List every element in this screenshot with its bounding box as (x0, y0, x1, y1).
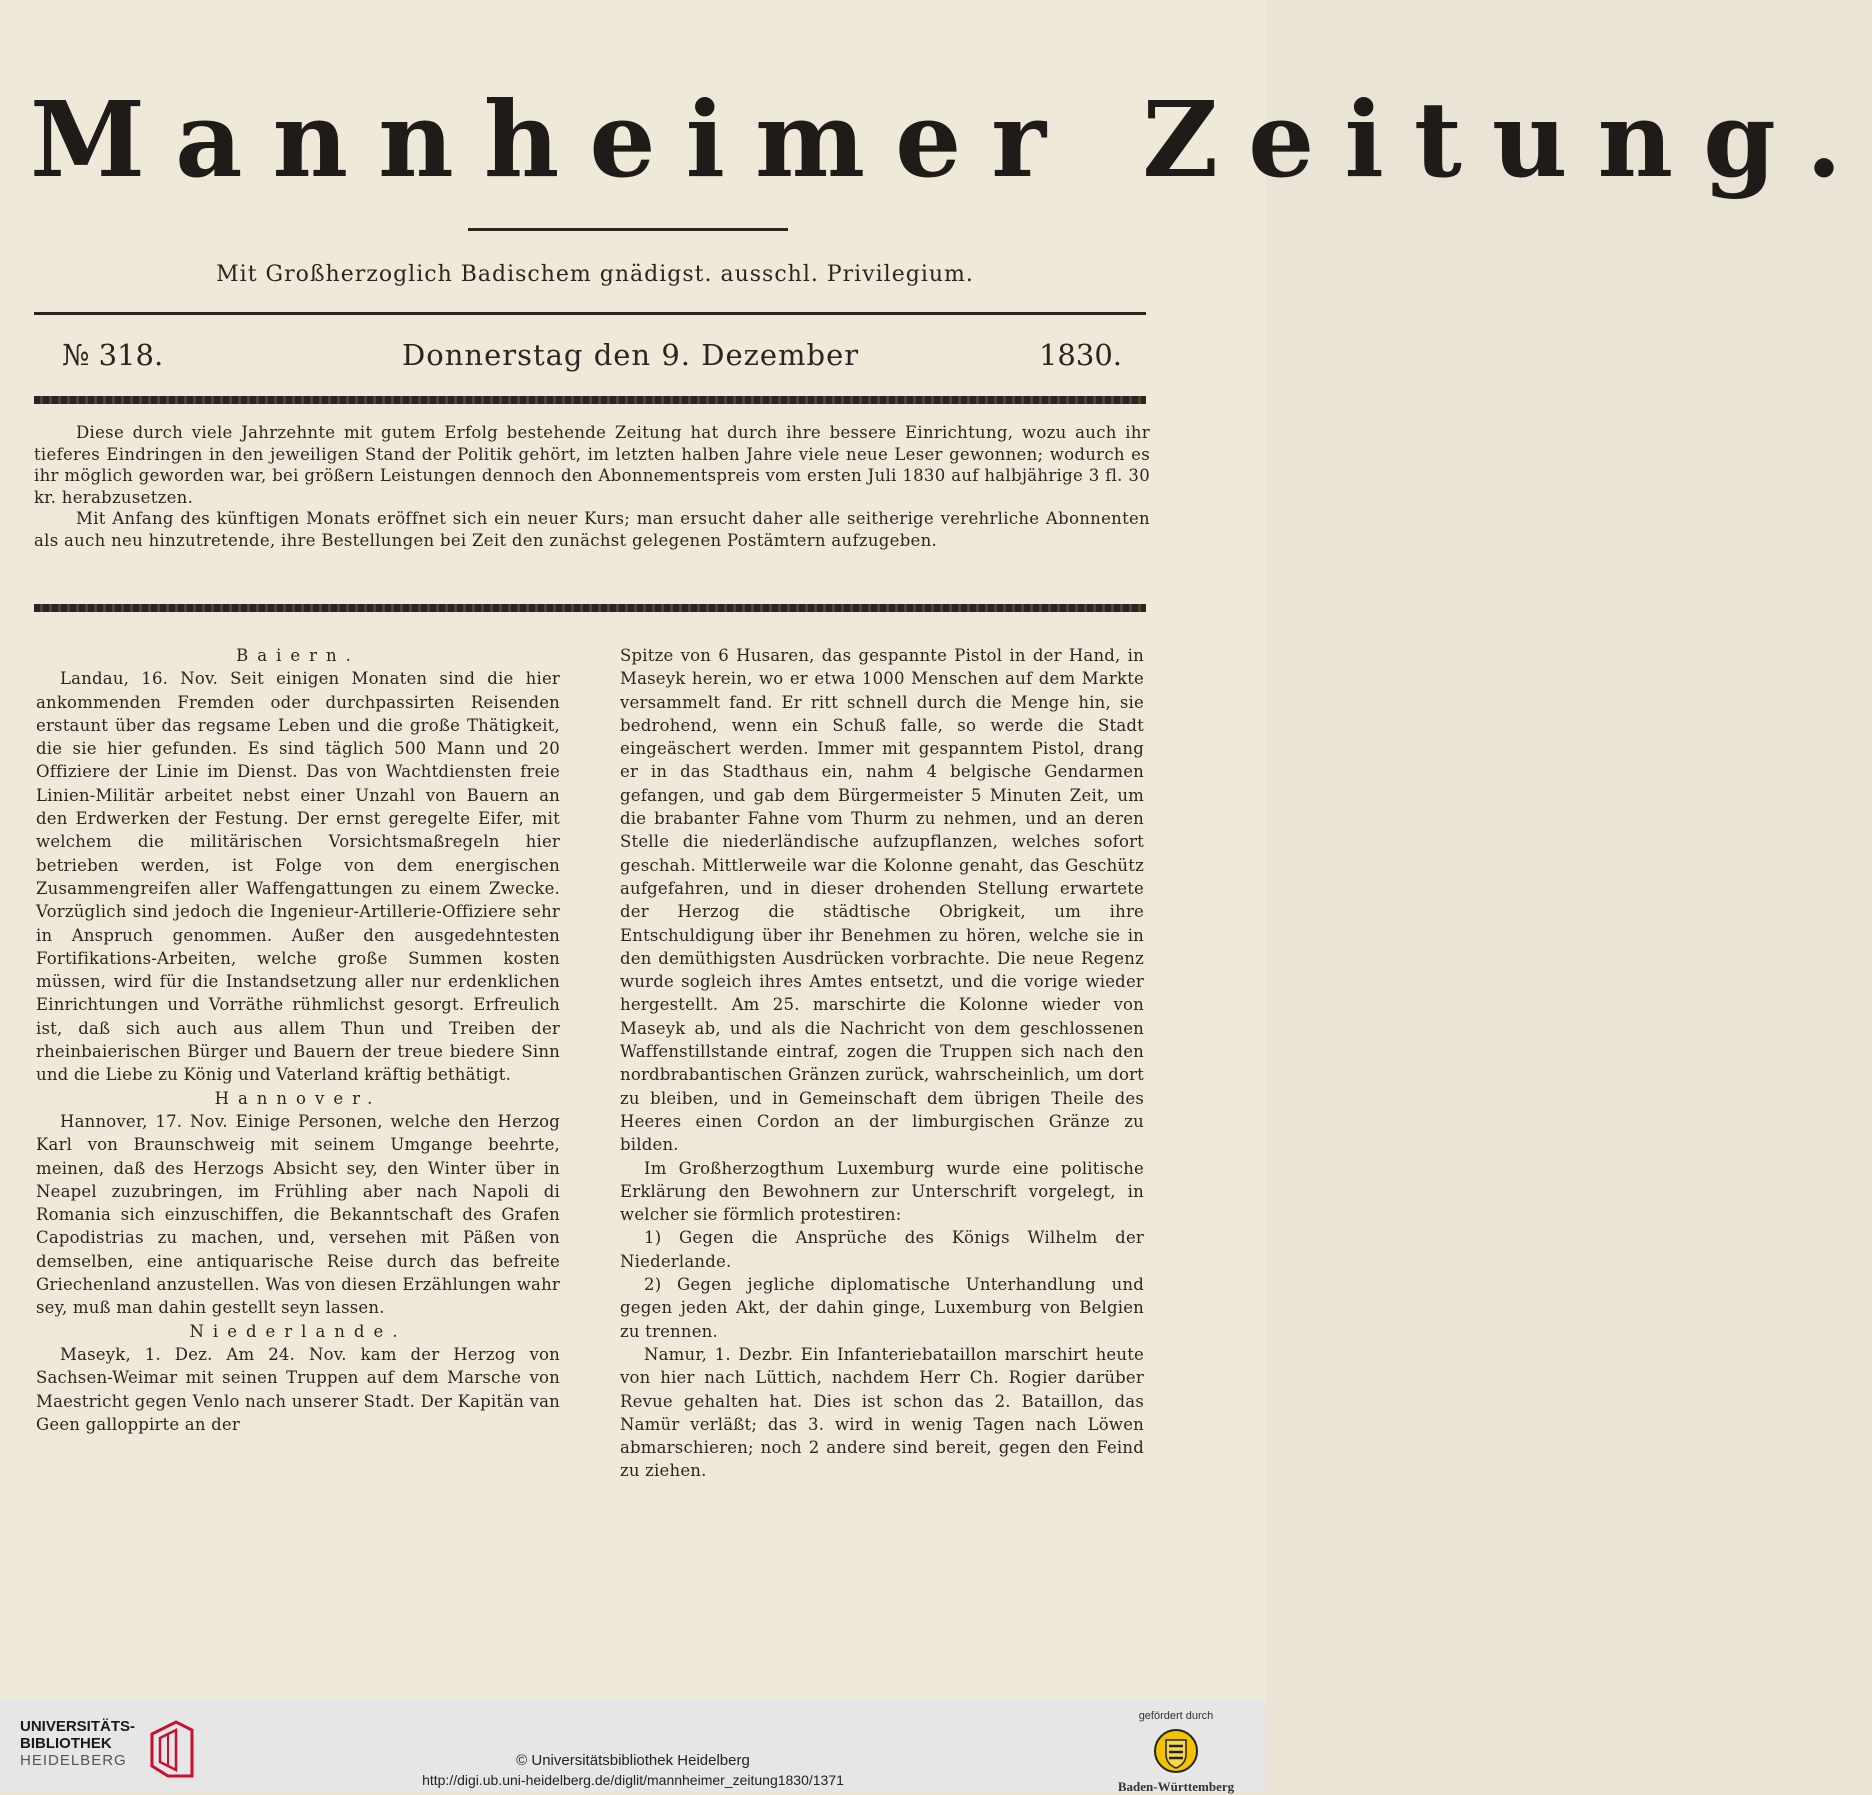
issue-number: № 318. (62, 338, 164, 372)
article-landau: Landau, 16. Nov. Seit einigen Monaten sind die hier ankommenden Fremden oder durchpassirten Reisenden erstaunt über das regsame Leben und die große Thätigkeit, die sie hier gefunden. Es sind täglich 500 Mann und 20 Offiziere der Linie im Dienst. Das von Wachtdiensten freie Linien-Militär arbeitet nebst einer Unzahl von Bauern an den Erdwerken der Festung. Der ernst geregelte Eifer, mit welchem die militärischen Vorsichtsmaßregeln hier betrieben werden, ist Folge von dem energischen Zusammengreifen aller Waffengattungen zu einem Zwecke. Vorzüglich sind jedoch die Ingenieur-Artillerie-Offiziere sehr in Anspruch genommen. Außer den ausgedehntesten Fortifikations-Arbeiten, welche große Summen kosten müssen, wird für die Instandsetzung aller nur erdenklichen Einrichtungen und Vorräthe rühmlichst gesorgt. Erfreulich ist, daß sich auch aus allem Thun und Treiben der rheinbaierischen Bürger und Bauern der treue biedere Sinn und die Liebe zu König und Vaterland kräftig bethätigt. (36, 669, 560, 1085)
issue-date: Donnerstag den 9. Dezember (402, 338, 860, 372)
divider (34, 396, 1146, 404)
left-column (36, 644, 560, 1436)
privilege-line: Mit Großherzoglich Badischem gnädigst. ausschl. Privilegium. (216, 262, 974, 287)
section-heading-niederlande: Niederlande. (189, 1321, 407, 1341)
article-hannover: Hannover, 17. Nov. Einige Personen, welche den Herzog Karl von Braunschweig mit seinem Umgange beehrte, meinen, daß des Herzogs Absicht sey, den Winter über in Neapel zuzubringen, im Frühling aber nach Napoli di Romania sich einzuschiffen, die Bekanntschaft des Grafen Capodistrias zu machen, und, versehen mit Päßen von demselben, eine antiquarische Reise durch das befreite Griechenland anzustellen. Was von diesen Erzählungen wahr sey, muß man dahin gestellt seyn lassen. (36, 1111, 560, 1318)
divider (34, 604, 1146, 612)
section-heading-hannover: Hannover. (214, 1088, 382, 1108)
coat-of-arms-icon (1153, 1728, 1199, 1774)
divider (34, 312, 1146, 315)
viewer-footer (0, 1700, 1266, 1792)
masthead-title: Mannheimer Zeitung. (30, 78, 1872, 201)
article-luxemburg: Im Großherzogthum Luxemburg wurde eine politische Erklärung den Bewohnern zur Unterschrift vorgelegt, in welcher sie förmlich protestiren: (620, 1158, 1144, 1225)
article-namur: Namur, 1. Dezbr. Ein Infanteriebataillon marschirt heute von hier nach Lüttich, nachdem Herr Ch. Rogier darüber Revue gehalten hat. Dies ist schon das 2. Bataillon, das Namür verläßt; das 3. wird in wenig Tagen nach Löwen abmarschieren; noch 2 andere sind bereit, gegen den Feind zu ziehen. (620, 1344, 1144, 1481)
notice-paragraph: Mit Anfang des künftigen Monats eröffnet sich ein neuer Kurs; man ersucht daher alle seitherige verehrliche Abonnenten als auch neu hinzutretende, ihre Bestellungen bei Zeit den zunächst gelegenen Postämtern aufzugeben. (34, 509, 1150, 550)
sponsor-label: gefördert durch (1138, 1710, 1214, 1722)
permalink[interactable]: http://digi.ub.uni-heidelberg.de/diglit/mannheimer_zeitung1830/1371 (422, 1772, 844, 1788)
copyright-notice: © Universitätsbibliothek Heidelberg (516, 1752, 750, 1769)
masthead-rule (468, 228, 788, 231)
section-heading-baiern: Baiern. (236, 646, 360, 665)
subscription-notice (34, 422, 1150, 551)
library-name: UNIVERSITÄTS- BIBLIOTHEK HEIDELBERG (20, 1718, 136, 1769)
list-item: 2) Gegen jegliche diplomatische Unterhandlung und gegen jeden Akt, der dahin ginge, Luxemburg von Belgien zu trennen. (620, 1275, 1144, 1341)
right-column (620, 644, 1144, 1483)
notice-paragraph: Diese durch viele Jahrzehnte mit gutem Erfolg bestehende Zeitung hat durch ihre bessere Einrichtung, wozu auch ihr tieferes Eindringen in den jeweiligen Stand der Politik gehört, im letzten halben Jahre viele neue Leser gewonnen; wodurch es ihr möglich geworden war, bei größern Leistungen dennoch den Abonnementspreis vom ersten Juli 1830 auf halbjährige 3 fl. 30 kr. herabzusetzen. (34, 423, 1150, 507)
sponsor-name: Baden-Württemberg (1117, 1779, 1235, 1794)
list-item: 1) Gegen die Ansprüche des Königs Wilhelm der Niederlande. (620, 1228, 1144, 1271)
issue-line (62, 338, 1122, 378)
sponsor-block (1106, 1710, 1246, 1795)
article-maseyk: Maseyk, 1. Dez. Am 24. Nov. kam der Herzog von Sachsen-Weimar mit seinen Truppen auf dem Marsche von Maestricht gegen Venlo nach unserer Stadt. Der Kapitän van Geen galloppirte an der (36, 1344, 560, 1434)
article-maseyk-continued: Spitze von 6 Husaren, das gespannte Pistol in der Hand, in Maseyk herein, wo er etwa 1000 Menschen auf dem Markte versammelt fand. Er ritt schnell durch die Menge hin, sie bedrohend, wenn ein Schuß falle, so werde die Stadt eingeäschert werden. Immer mit gespanntem Pistol, drang er in das Stadthaus ein, nahm 4 belgische Gendarmen gefangen, und gab dem Bürgermeister 5 Minuten Zeit, um die brabanter Fahne vom Thurm zu nehmen, und an deren Stelle die niederländische aufzupflanzen, welches sofort geschah. Mittlerweile war die Kolonne genaht, das Geschütz aufgefahren, und in dieser drohenden Stellung erwartete der Herzog die städtische Obrigkeit, um ihre Entschuldigung über ihr Benehmen zu hören, welche sie in den demüthigsten Ausdrücken vorbrachte. Die neue Regenz wurde sogleich ihres Amtes entsetzt, und die vorige wieder hergestellt. Am 25. marschirte die Kolonne wieder von Maseyk ab, und als die Nachricht von dem geschlossenen Waffenstillstande eintraf, zogen die Truppen sich nach den nordbrabantischen Gränzen zurück, wahrscheinlich, um dort zu bleiben, und in Gemeinschaft dem übrigen Theile des Heeres einen Cordon an der limburgischen Gränze zu bilden. (620, 646, 1144, 1155)
library-emblem-icon (148, 1720, 196, 1778)
issue-year: 1830. (1038, 338, 1122, 372)
